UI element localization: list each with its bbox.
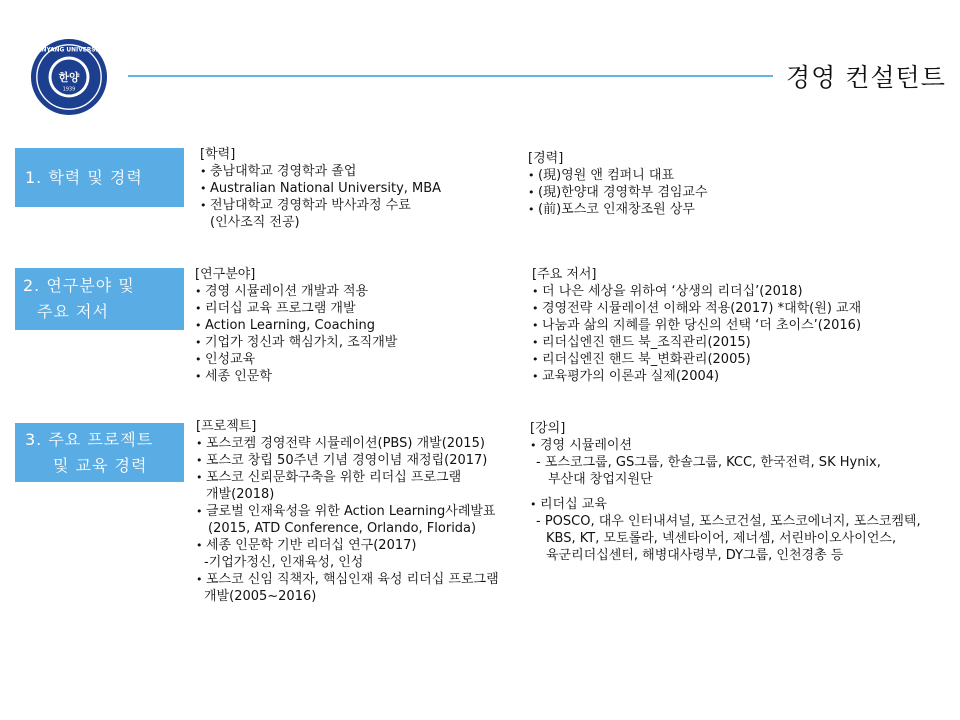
section-label-projects-lectures: 3. 주요 프로젝트 및 교육 경력 xyxy=(15,423,184,482)
list-item-sub: KBS, KT, 모토롤라, 넥센타이어, 제너셈, 서린바이오사이언스, xyxy=(546,531,897,546)
education-column xyxy=(200,146,441,231)
list-item-continuation: (2015, ATD Conference, Orlando, Florida) xyxy=(208,521,477,536)
research-column xyxy=(195,266,397,385)
hanyang-university-logo xyxy=(30,38,108,116)
research-heading: [연구분야] xyxy=(195,267,256,282)
list-item: • 나눔과 삶의 지혜를 위한 당신의 선택 ‘더 초이스’(2016) xyxy=(532,317,861,334)
education-heading: [학력] xyxy=(200,147,236,162)
list-item: • 경영 시뮬레이션 xyxy=(530,437,921,454)
list-item-sub: - 포스코그룹, GS그룹, 한솔그룹, KCC, 한국전력, SK Hynix, xyxy=(536,455,881,470)
lectures-column xyxy=(530,420,921,564)
list-item-sub: 육군리더십센터, 해병대사령부, DY그룹, 인천경총 등 xyxy=(546,548,844,563)
page-title: 경영 컨설턴트 xyxy=(786,63,946,92)
section-label-education-career: 1. 학력 및 경력 xyxy=(15,148,184,207)
list-item-sub: - POSCO, 대우 인터내셔널, 포스코건설, 포스코에너지, 포스코켐텍, xyxy=(536,514,921,529)
list-item-sub: -기업가정신, 인재육성, 인성 xyxy=(204,555,364,570)
list-item: • 세종 인문학 xyxy=(195,368,397,385)
list-item: • 포스코 신뢰문화구축을 위한 리더십 프로그램 xyxy=(196,469,499,486)
lectures-heading: [강의] xyxy=(530,421,566,436)
projects-column xyxy=(196,418,499,605)
list-item-continuation: (인사조직 전공) xyxy=(210,215,300,230)
publications-column xyxy=(532,266,861,385)
list-item: • 리더십 교육 프로그램 개발 xyxy=(195,300,397,317)
list-item: • 교육평가의 이론과 실제(2004) xyxy=(532,368,861,385)
career-column xyxy=(528,150,708,218)
list-item: • 포스코 신임 직책자, 핵심인재 육성 리더십 프로그램 xyxy=(196,571,499,588)
list-item: • (前)포스코 인재창조원 상무 xyxy=(528,201,708,218)
list-item: • (現)한양대 경영학부 겸임교수 xyxy=(528,184,708,201)
list-item: • 리더십엔진 핸드 북_조직관리(2015) xyxy=(532,334,861,351)
list-item: • 더 나은 세상을 위하여 ‘상생의 리더십’(2018) xyxy=(532,283,861,300)
svg-text:한양: 한양 xyxy=(58,70,80,84)
list-item: • 포스코 창립 50주년 기념 경영이념 재정립(2017) xyxy=(196,452,499,469)
svg-text:1939: 1939 xyxy=(62,86,76,93)
list-item: • Action Learning, Coaching xyxy=(195,317,397,334)
svg-text:HANYANG UNIVERSITY: HANYANG UNIVERSITY xyxy=(32,47,106,54)
list-item: • 전남대학교 경영학과 박사과정 수료 xyxy=(200,197,441,214)
list-item-sub: 부산대 창업지원단 xyxy=(548,472,653,487)
list-item: • 인성교육 xyxy=(195,351,397,368)
section-label-research-publications: 2. 연구분야 및 주요 저서 xyxy=(15,268,184,330)
list-item: • (現)영원 앤 컴퍼니 대표 xyxy=(528,167,708,184)
career-heading: [경력] xyxy=(528,151,564,166)
title-rule xyxy=(128,75,773,77)
list-item: • 충남대학교 경영학과 졸업 xyxy=(200,163,441,180)
list-item: • 경영 시뮬레이션 개발과 적용 xyxy=(195,283,397,300)
publications-heading: [주요 저서] xyxy=(532,267,597,282)
projects-heading: [프로젝트] xyxy=(196,419,257,434)
list-item: • 글로벌 인재육성을 위한 Action Learning사례발표 xyxy=(196,503,499,520)
list-item: • 경영전략 시뮬레이션 이해와 적용(2017) *대학(원) 교재 xyxy=(532,300,861,317)
list-item: • 리더십엔진 핸드 북_변화관리(2005) xyxy=(532,351,861,368)
list-item: • Australian National University, MBA xyxy=(200,180,441,197)
list-item-continuation: 개발(2018) xyxy=(206,487,275,502)
list-item: • 세종 인문학 기반 리더십 연구(2017) xyxy=(196,537,499,554)
list-item: • 기업가 정신과 핵심가치, 조직개발 xyxy=(195,334,397,351)
list-item-continuation: 개발(2005~2016) xyxy=(204,589,317,604)
list-item: • 리더십 교육 xyxy=(530,496,921,513)
list-item: • 포스코켐 경영전략 시뮬레이션(PBS) 개발(2015) xyxy=(196,435,499,452)
